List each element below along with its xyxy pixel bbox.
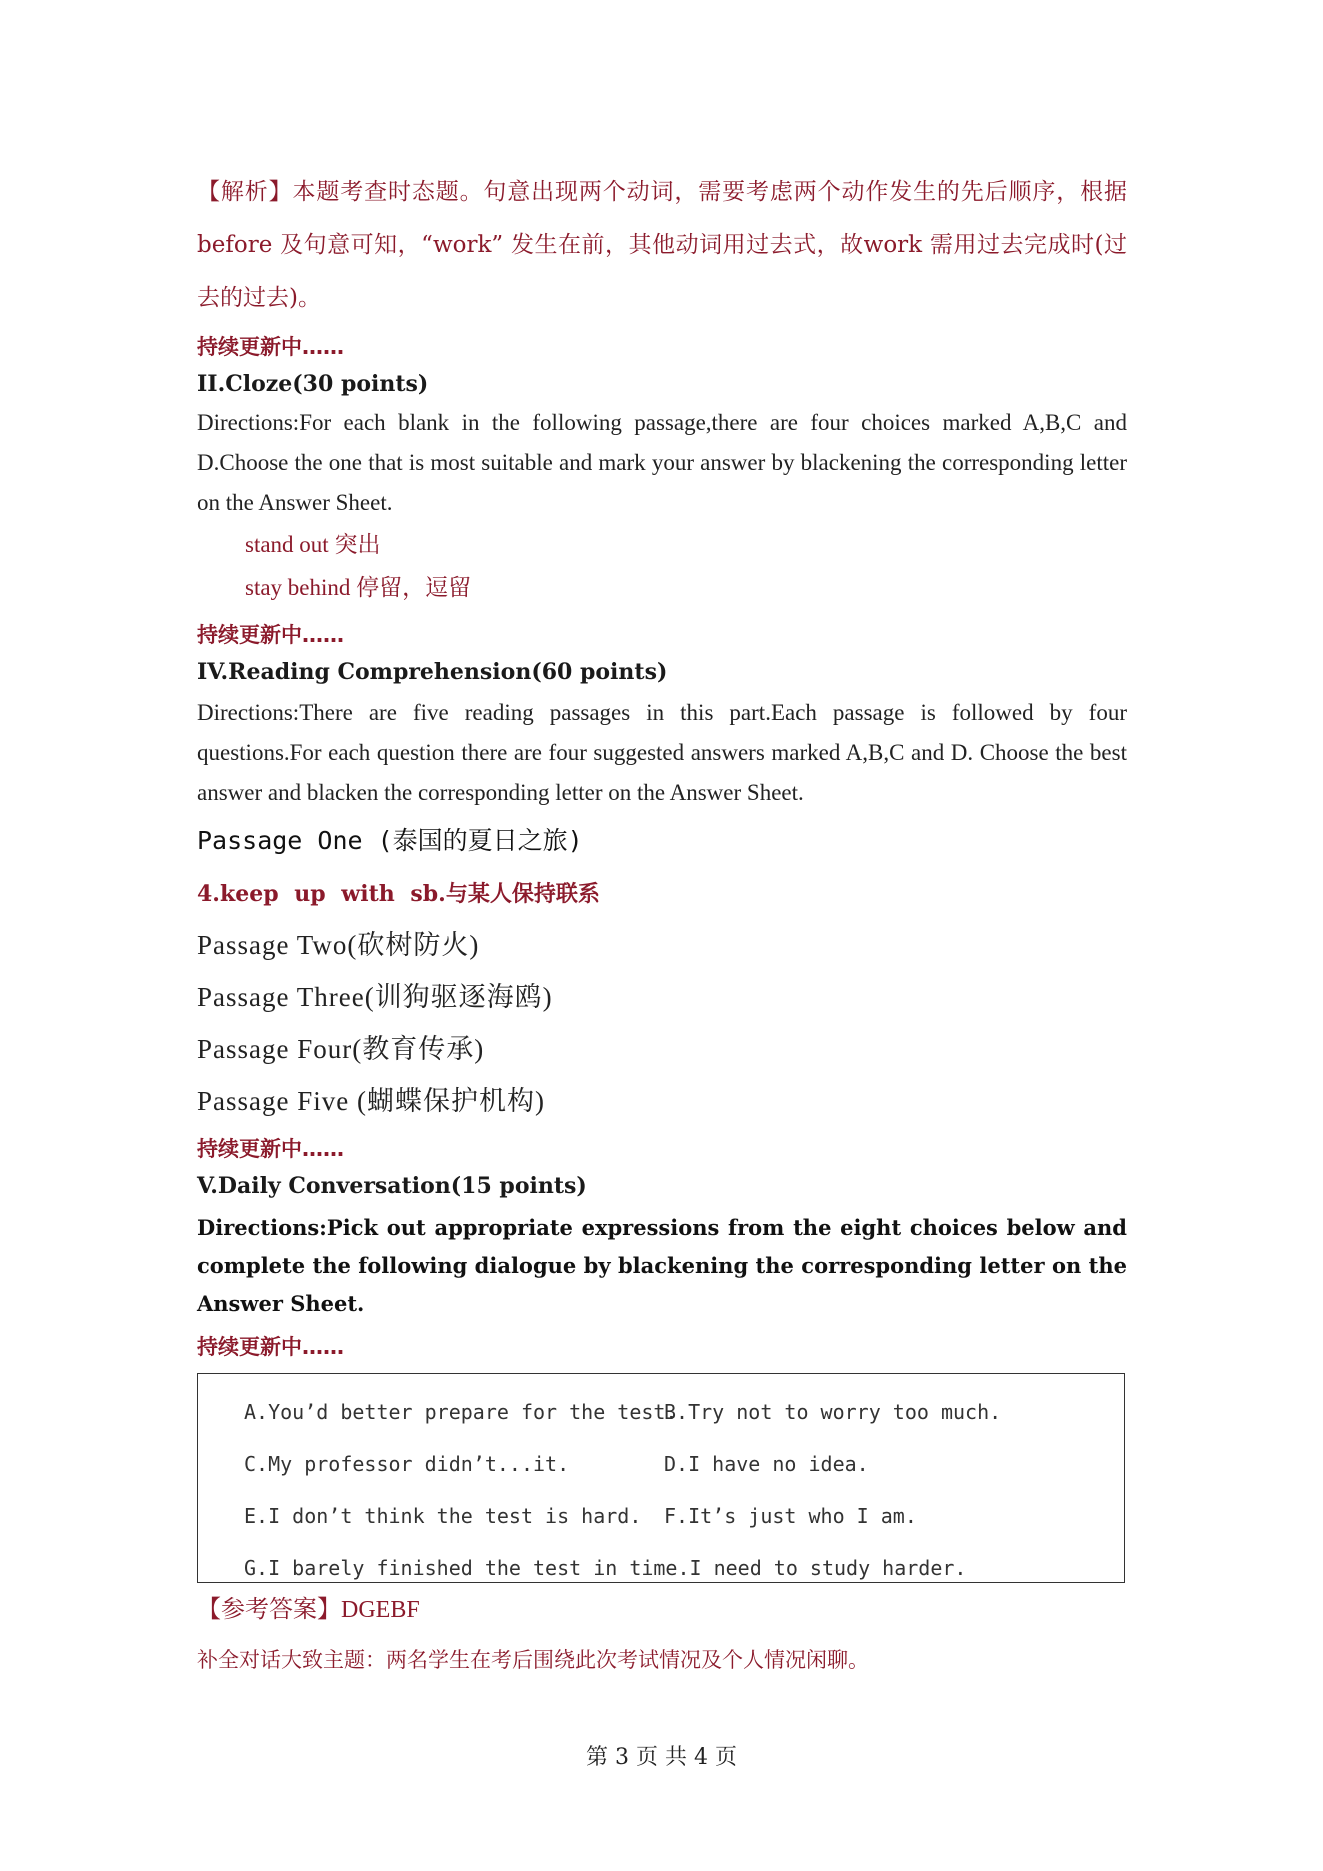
update-notice: 持续更新中…… bbox=[197, 335, 344, 359]
phrase-note: 4.keep up with sb.与某人保持联系 bbox=[197, 881, 600, 907]
option-item: E.I don’t think the test is hard. bbox=[244, 1504, 642, 1528]
vocab-item: stay behind 停留，逗留 bbox=[245, 575, 472, 600]
answer-line bbox=[197, 1583, 1127, 1637]
option-row bbox=[244, 1386, 1124, 1438]
answer-value: DGEBF bbox=[341, 1597, 420, 1623]
update-notice: 持续更新中…… bbox=[197, 1137, 344, 1161]
answer-label: 【参考答案】 bbox=[197, 1597, 341, 1623]
option-item: C.My professor didn’t...it. bbox=[244, 1452, 570, 1476]
option-item: B.Try not to worry too much. bbox=[664, 1400, 1002, 1424]
reading-directions: Directions:There are five reading passages in this part.Each passage is followed by four questions.For each question there are four suggested answers marked A,B,C and D. Choose the best answer and blacken the corresponding letter on the Answer Sheet. bbox=[197, 700, 1127, 805]
passage-heading: Passage Two(砍树防火) bbox=[197, 930, 480, 960]
option-item: A.You’d better prepare for the test. bbox=[244, 1400, 678, 1424]
vocab-item: stand out 突出 bbox=[245, 532, 381, 557]
passage-heading: Passage Three(训狗驱逐海鸥) bbox=[197, 982, 553, 1012]
option-item: D.I have no idea. bbox=[664, 1452, 869, 1476]
analysis-label: 【解析】 bbox=[197, 179, 293, 205]
answer-summary: 补全对话大致主题：两名学生在考后围绕此次考试情况及个人情况闲聊。 bbox=[197, 1648, 869, 1672]
analysis-text: 本题考查时态题。句意出现两个动词，需要考虑两个动作发生的先后顺序，根据before 及句意可知，“work” 发生在前，其他动词用过去式，故work 需用过去完成时(过去的过去)。 bbox=[197, 179, 1128, 311]
page-number: 第 3 页 共 4 页 bbox=[586, 1745, 737, 1770]
conversation-directions: Directions:Pick out appropriate expressions from the eight choices below and complete the following dialogue by blackening the corresponding letter on the Answer Sheet. bbox=[197, 1215, 1127, 1316]
option-item: G.I barely finished the test in time.I need to study harder. bbox=[244, 1556, 967, 1580]
passage-heading: Passage Four(教育传承) bbox=[197, 1034, 485, 1064]
analysis-paragraph bbox=[197, 166, 1127, 325]
options-box bbox=[197, 1373, 1125, 1583]
update-notice: 持续更新中…… bbox=[197, 1335, 344, 1359]
cloze-title: II.Cloze(30 points) bbox=[197, 371, 429, 397]
reading-title: IV.Reading Comprehension(60 points) bbox=[197, 659, 668, 685]
option-item: F.It’s just who I am. bbox=[664, 1504, 917, 1528]
option-row bbox=[244, 1490, 1124, 1542]
passage-heading: Passage Five (蝴蝶保护机构) bbox=[197, 1086, 545, 1116]
update-notice: 持续更新中…… bbox=[197, 623, 344, 647]
cloze-directions: Directions:For each blank in the following passage,there are four choices marked A,B,C and D.Choose the one that is most suitable and mark your answer by blackening the corresponding letter on the Answer Sheet. bbox=[197, 410, 1127, 515]
document-page bbox=[197, 166, 1127, 1683]
option-row bbox=[244, 1438, 1124, 1490]
conversation-title: V.Daily Conversation(15 points) bbox=[197, 1173, 587, 1199]
passage-one-heading: Passage One (泰国的夏日之旅) bbox=[197, 826, 583, 855]
